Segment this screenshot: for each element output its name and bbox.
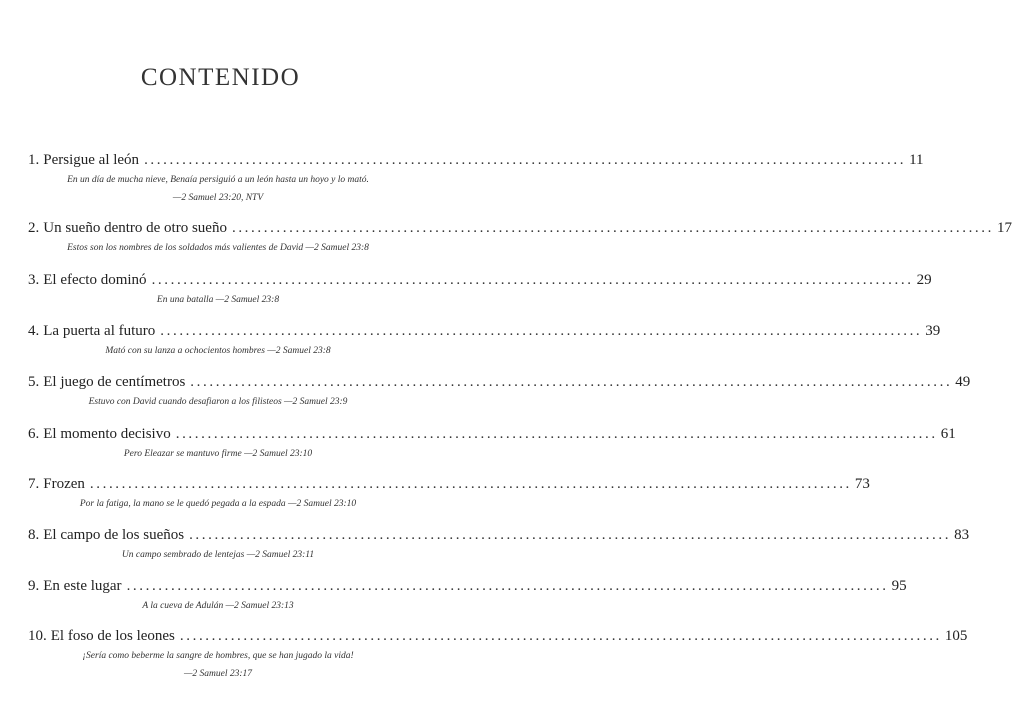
dot-leader: ........................................................................................................................ — [89, 476, 852, 492]
chapter-epigraph: Estos son los nombres de los soldados más valientes de David —2 Samuel 23:8 — [67, 243, 369, 253]
dot-leader: ........................................................................................................................ — [179, 628, 942, 644]
chapter-title: En este lugar — [43, 578, 122, 594]
page-number: 105 — [944, 628, 968, 644]
chapter-epigraph-reference: —2 Samuel 23:20, NTV — [172, 193, 264, 203]
chapter-title: El efecto dominó — [43, 272, 147, 288]
chapter-epigraph: Pero Eleazar se mantuvo firme —2 Samuel 23:10 — [123, 449, 313, 459]
toc-entry-3[interactable] — [28, 272, 932, 292]
toc-entry-6[interactable] — [28, 426, 956, 446]
page-number: 73 — [854, 476, 870, 492]
chapter-number: 2. — [28, 220, 40, 236]
chapter-number: 3. — [28, 272, 40, 288]
chapter-title: Frozen — [43, 476, 85, 492]
chapter-epigraph: ¡Sería como beberme la sangre de hombres, que se han jugado la vida! — [82, 651, 354, 661]
dot-leader: ........................................................................................................................ — [144, 152, 907, 168]
chapter-number: 9. — [28, 578, 40, 594]
toc-entry-4[interactable] — [28, 323, 941, 343]
toc-entry-2[interactable] — [28, 220, 1012, 240]
page-number: 11 — [909, 152, 924, 168]
page-title: CONTENIDO — [140, 64, 301, 91]
page-number: 29 — [916, 272, 932, 288]
chapter-epigraph: A la cueva de Adulán —2 Samuel 23:13 — [142, 601, 294, 611]
dot-leader: ........................................................................................................................ — [189, 527, 952, 543]
dot-leader: ........................................................................................................................ — [151, 272, 914, 288]
chapter-number: 8. — [28, 527, 40, 543]
chapter-epigraph: En una batalla —2 Samuel 23:8 — [156, 295, 280, 305]
page-number: 95 — [891, 578, 907, 594]
chapter-number: 1. — [28, 152, 40, 168]
page-number: 39 — [925, 323, 941, 339]
chapter-epigraph: Un campo sembrado de lentejas —2 Samuel 23:11 — [121, 550, 315, 560]
dot-leader: ........................................................................................................................ — [126, 578, 889, 594]
chapter-epigraph: Mató con su lanza a ochocientos hombres —2 Samuel 23:8 — [105, 346, 331, 356]
chapter-title: El campo de los sueños — [43, 527, 185, 543]
page-number: 49 — [955, 374, 971, 390]
page-number: 17 — [996, 220, 1012, 236]
toc-entry-1[interactable] — [28, 152, 924, 172]
chapter-title: Un sueño dentro de otro sueño — [43, 220, 227, 236]
chapter-number: 5. — [28, 374, 40, 390]
toc-entry-9[interactable] — [28, 578, 907, 598]
chapter-title: El foso de los leones — [50, 628, 175, 644]
toc-entry-7[interactable] — [28, 476, 870, 496]
toc-entry-10[interactable] — [28, 628, 968, 648]
toc-entry-5[interactable] — [28, 374, 971, 394]
chapter-number: 7. — [28, 476, 40, 492]
page-number: 83 — [954, 527, 970, 543]
dot-leader: ........................................................................................................................ — [160, 323, 923, 339]
page-number: 61 — [940, 426, 956, 442]
chapter-number: 6. — [28, 426, 40, 442]
dot-leader: ........................................................................................................................ — [175, 426, 938, 442]
toc-entry-8[interactable] — [28, 527, 970, 547]
chapter-title: Persigue al león — [43, 152, 140, 168]
chapter-title: El juego de centímetros — [43, 374, 186, 390]
chapter-epigraph: En un día de mucha nieve, Benaía persiguió a un león hasta un hoyo y lo mató. — [67, 175, 369, 185]
chapter-title: La puerta al futuro — [43, 323, 156, 339]
chapter-title: El momento decisivo — [43, 426, 171, 442]
dot-leader: ........................................................................................................................ — [231, 220, 994, 236]
dot-leader: ........................................................................................................................ — [190, 374, 953, 390]
chapter-number: 10. — [28, 628, 47, 644]
chapter-epigraph: Estuvo con David cuando desafiaron a los filisteos —2 Samuel 23:9 — [88, 397, 348, 407]
chapter-number: 4. — [28, 323, 40, 339]
chapter-epigraph-reference: —2 Samuel 23:17 — [183, 669, 253, 679]
chapter-epigraph: Por la fatiga, la mano se le quedó pegada a la espada —2 Samuel 23:10 — [79, 499, 357, 509]
